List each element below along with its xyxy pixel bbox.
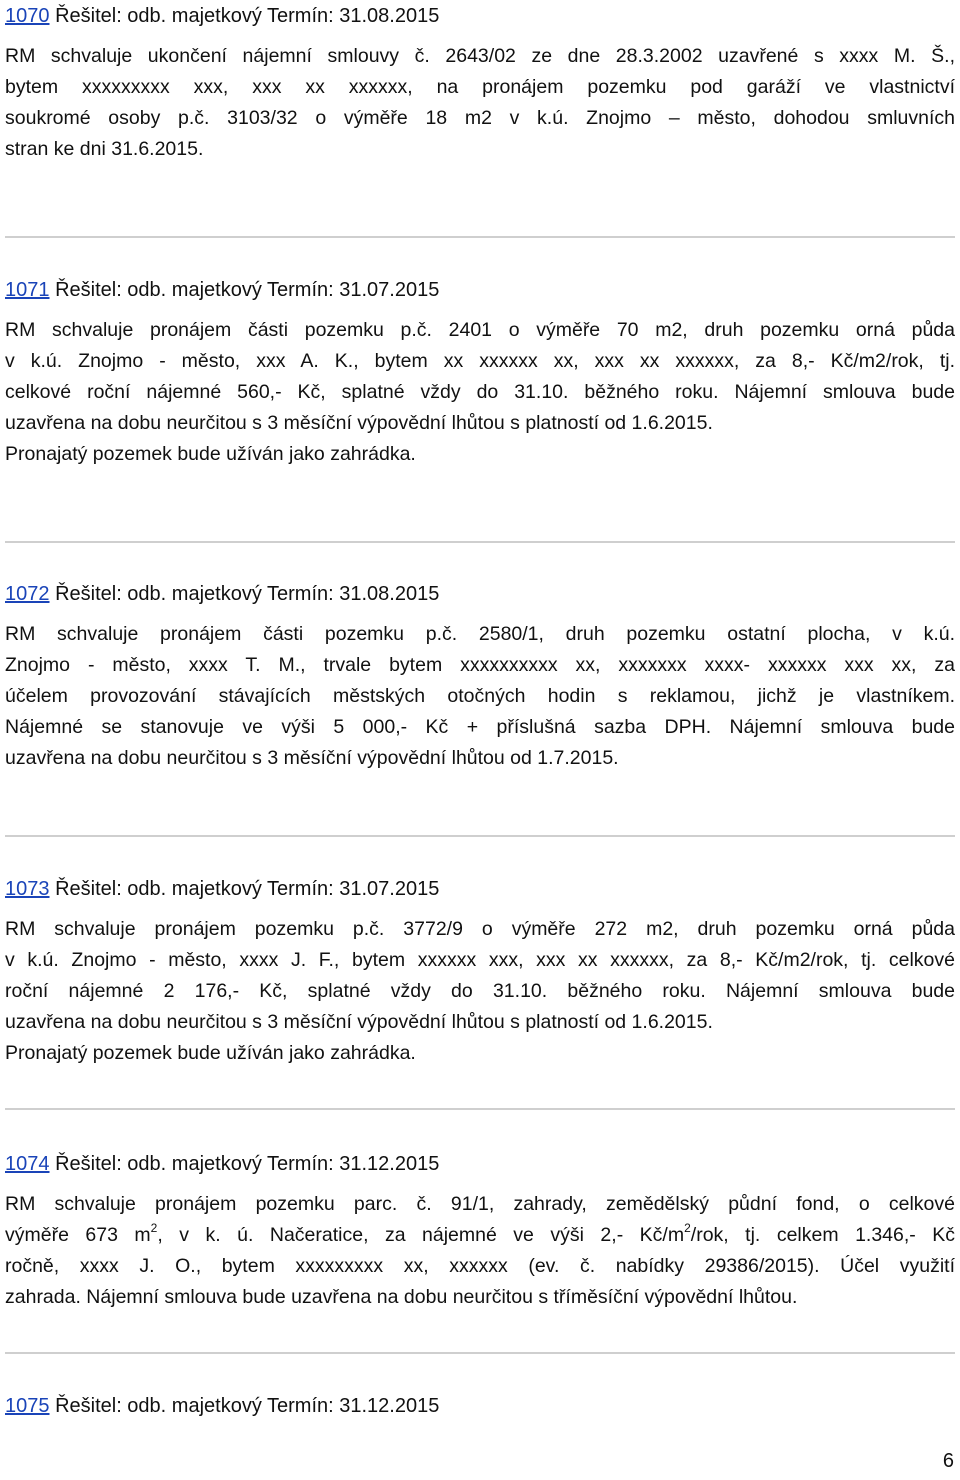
entry-line: Pronajatý pozemek bude užíván jako zahrádka.: [5, 443, 416, 465]
section-divider: [5, 835, 955, 837]
section-divider: [5, 1108, 955, 1110]
entry-number-link[interactable]: 1070: [5, 5, 50, 27]
entry-line: Pronajatý pozemek bude užíván jako zahrádka.: [5, 1042, 416, 1064]
entry-header: [5, 877, 955, 901]
entry-line: soukromé osoby p.č. 3103/32 o výměře 18 m2 v k.ú. Znojmo – město, dohodou smluvních: [5, 107, 955, 129]
entry-header: [5, 1152, 955, 1176]
entry-1072: [5, 582, 955, 774]
entry-line-with-superscript: [5, 1220, 955, 1251]
entry-line: RM schvaluje pronájem pozemku parc. č. 91/1, zahrady, zemědělský půdní fond, o celkové: [5, 1193, 955, 1215]
entry-1074: [5, 1152, 955, 1313]
entry-body: [5, 1189, 955, 1313]
entry-line: Znojmo - město, xxxx T. M., trvale bytem xxxxxxxxxx xx, xxxxxxx xxxx- xxxxxx xxx xx, za: [5, 654, 955, 676]
entry-line: celkové roční nájemné 560,- Kč, splatné vždy do 31.10. běžného roku. Nájemní smlouva bude: [5, 381, 955, 403]
entry-header: [5, 582, 955, 606]
entry-header: [5, 1394, 955, 1418]
superscript: 2: [150, 1220, 158, 1235]
entry-1073: [5, 877, 955, 1069]
entry-body: [5, 315, 955, 470]
section-divider: [5, 1352, 955, 1354]
entry-line: zahrada. Nájemní smlouva bude uzavřena na dobu neurčitou s tříměsíční výpovědní lhůtou.: [5, 1286, 798, 1308]
entry-line: v k.ú. Znojmo - město, xxx A. K., bytem xx xxxxxx xx, xxx xx xxxxxx, za 8,- Kč/m2/rok, tj.: [5, 350, 955, 372]
entry-line: Nájemné se stanovuje ve výši 5 000,- Kč + příslušná sazba DPH. Nájemní smlouva bude: [5, 716, 955, 738]
section-divider: [5, 541, 955, 543]
entry-body: [5, 619, 955, 774]
entry-number-link[interactable]: 1071: [5, 279, 50, 301]
entry-meta: Řešitel: odb. majetkový Termín: 31.07.2015: [55, 878, 440, 900]
entry-body: [5, 914, 955, 1069]
entry-line: stran ke dni 31.6.2015.: [5, 138, 204, 160]
entry-line: RM schvaluje pronájem pozemku p.č. 3772/9 o výměře 272 m2, druh pozemku orná půda: [5, 918, 955, 940]
entry-line: RM schvaluje ukončení nájemní smlouvy č. 2643/02 ze dne 28.3.2002 uzavřené s xxxx M. Š.,: [5, 45, 955, 67]
entry-meta: Řešitel: odb. majetkový Termín: 31.12.2015: [55, 1395, 440, 1417]
entry-body: [5, 41, 955, 165]
entry-line: ročně, xxxx J. O., bytem xxxxxxxxx xx, xxxxxx (ev. č. nabídky 29386/2015). Účel využití: [5, 1255, 955, 1277]
entry-1075: [5, 1394, 955, 1418]
section-divider: [5, 236, 955, 238]
entry-number-link[interactable]: 1073: [5, 878, 50, 900]
text-fragment: výměře 673 m: [5, 1224, 151, 1246]
entry-number-link[interactable]: 1075: [5, 1395, 50, 1417]
entry-line: účelem provozování stávajících městských otočných hodin s reklamou, jichž je vlastníkem.: [5, 685, 955, 707]
entry-1071: [5, 278, 955, 470]
entry-meta: Řešitel: odb. majetkový Termín: 31.07.2015: [55, 279, 440, 301]
superscript: 2: [684, 1220, 691, 1235]
entry-meta: Řešitel: odb. majetkový Termín: 31.12.2015: [55, 1153, 440, 1175]
entry-meta: Řešitel: odb. majetkový Termín: 31.08.2015: [55, 583, 440, 605]
entry-line: v k.ú. Znojmo - město, xxxx J. F., bytem xxxxxx xxx, xxx xx xxxxxx, za 8,- Kč/m2/rok, tj. celkové: [5, 949, 955, 971]
text-fragment: , v k. ú. Načeratice, za nájemné ve výši 2,- Kč/m: [157, 1224, 685, 1246]
entry-number-link[interactable]: 1072: [5, 583, 50, 605]
entry-header: [5, 4, 955, 28]
entry-line: uzavřena na dobu neurčitou s 3 měsíční výpovědní lhůtou s platností od 1.6.2015.: [5, 412, 713, 434]
entry-line: bytem xxxxxxxxx xxx, xxx xx xxxxxx, na pronájem pozemku pod garáží ve vlastnictví: [5, 76, 955, 98]
page-number: 6: [942, 1450, 954, 1472]
entry-meta: Řešitel: odb. majetkový Termín: 31.08.2015: [55, 5, 440, 27]
entry-number-link[interactable]: 1074: [5, 1153, 50, 1175]
entry-header: [5, 278, 955, 302]
entry-line: uzavřena na dobu neurčitou s 3 měsíční výpovědní lhůtou s platností od 1.6.2015.: [5, 1011, 713, 1033]
text-fragment: /rok, tj. celkem 1.346,- Kč: [690, 1224, 956, 1246]
entry-1070: [5, 4, 955, 165]
entry-line: RM schvaluje pronájem části pozemku p.č. 2580/1, druh pozemku ostatní plocha, v k.ú.: [5, 623, 955, 645]
entry-line: uzavřena na dobu neurčitou s 3 měsíční výpovědní lhůtou od 1.7.2015.: [5, 747, 619, 769]
entry-line: roční nájemné 2 176,- Kč, splatné vždy do 31.10. běžného roku. Nájemní smlouva bude: [5, 980, 955, 1002]
entry-line: RM schvaluje pronájem části pozemku p.č. 2401 o výměře 70 m2, druh pozemku orná půda: [5, 319, 955, 341]
